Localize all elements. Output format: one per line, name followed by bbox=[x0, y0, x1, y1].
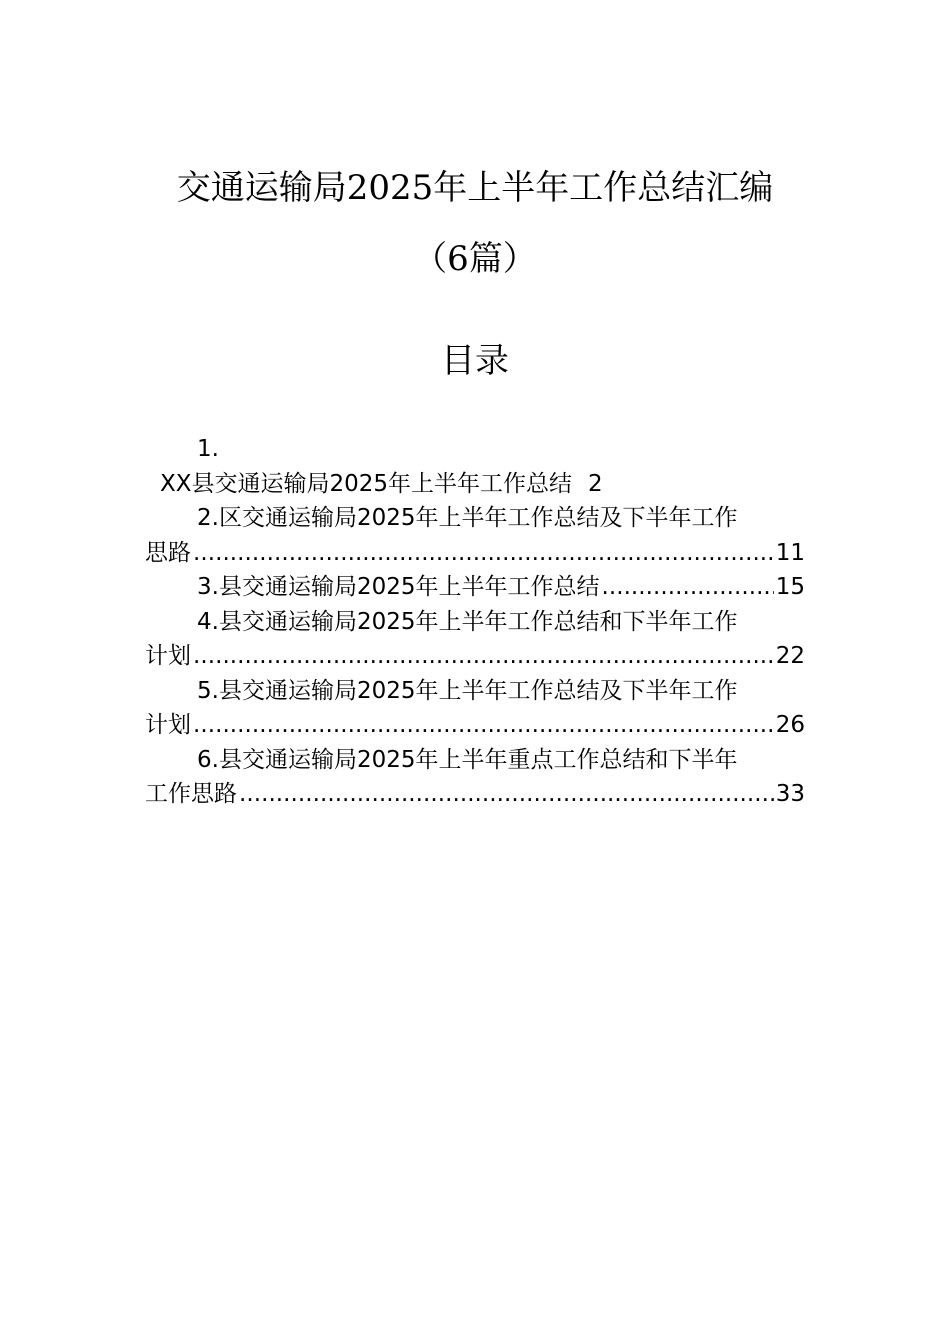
subtitle-open: （ bbox=[413, 239, 448, 279]
toc-entry-5[interactable] bbox=[145, 674, 805, 709]
title-prefix: 交通运输局 bbox=[176, 168, 347, 208]
subtitle-count: 6 bbox=[447, 239, 469, 279]
toc-entry-text: 工作思路 bbox=[145, 781, 237, 807]
toc-entry-number: 1. bbox=[197, 436, 219, 462]
toc-entry-text: 6.县交通运输局2025年上半年重点工作总结和下半年 bbox=[197, 746, 738, 773]
toc-entry-5-continued[interactable] bbox=[145, 708, 805, 743]
toc-entry-6-continued[interactable] bbox=[145, 777, 805, 812]
title-suffix: 年上半年工作总结汇编 bbox=[433, 168, 774, 208]
toc-entry-2-continued[interactable] bbox=[145, 536, 805, 571]
toc-entry-2[interactable] bbox=[145, 501, 805, 536]
toc-entry-1[interactable] bbox=[145, 467, 805, 502]
toc-leader-dots bbox=[601, 570, 773, 605]
toc-entry-text: 计划 bbox=[145, 643, 191, 669]
toc-page-number: 2 bbox=[588, 470, 603, 497]
document-title bbox=[0, 166, 950, 210]
toc-entry-text: 2.区交通运输局2025年上半年工作总结及下半年工作 bbox=[197, 505, 738, 531]
toc-entry-6[interactable] bbox=[145, 743, 805, 778]
toc-leader-dots bbox=[193, 708, 774, 743]
toc-page-number: 11 bbox=[775, 539, 805, 566]
title-year: 2025 bbox=[346, 168, 434, 208]
toc-entry-3[interactable] bbox=[145, 570, 805, 605]
document-subtitle bbox=[0, 237, 950, 281]
toc-entry-4[interactable] bbox=[145, 605, 805, 640]
toc-heading: 目录 bbox=[441, 341, 509, 381]
subtitle-close: 篇） bbox=[468, 239, 537, 279]
toc-page-number: 33 bbox=[775, 781, 805, 807]
toc-leader-dots bbox=[193, 639, 774, 674]
toc-entry-text: 计划 bbox=[145, 712, 191, 738]
toc-entry-text: 4.县交通运输局2025年上半年工作总结和下半年工作 bbox=[197, 608, 738, 635]
toc-entry-4-continued[interactable] bbox=[145, 639, 805, 674]
toc-leader-dots bbox=[239, 777, 774, 812]
toc-entry-text: XX县交通运输局2025年上半年工作总结 bbox=[160, 470, 573, 497]
table-of-contents bbox=[145, 432, 805, 812]
toc-entry-text: 思路 bbox=[145, 539, 191, 566]
toc-page-number: 22 bbox=[775, 643, 805, 669]
toc-page-number: 26 bbox=[775, 712, 805, 738]
toc-leader-dots bbox=[193, 536, 774, 571]
toc-entry-text: 3.县交通运输局2025年上半年工作总结 bbox=[197, 574, 600, 600]
toc-entry-text: 5.县交通运输局2025年上半年工作总结及下半年工作 bbox=[197, 677, 738, 704]
toc-entry-1-number[interactable] bbox=[145, 432, 805, 467]
toc-page-number: 15 bbox=[775, 574, 805, 600]
